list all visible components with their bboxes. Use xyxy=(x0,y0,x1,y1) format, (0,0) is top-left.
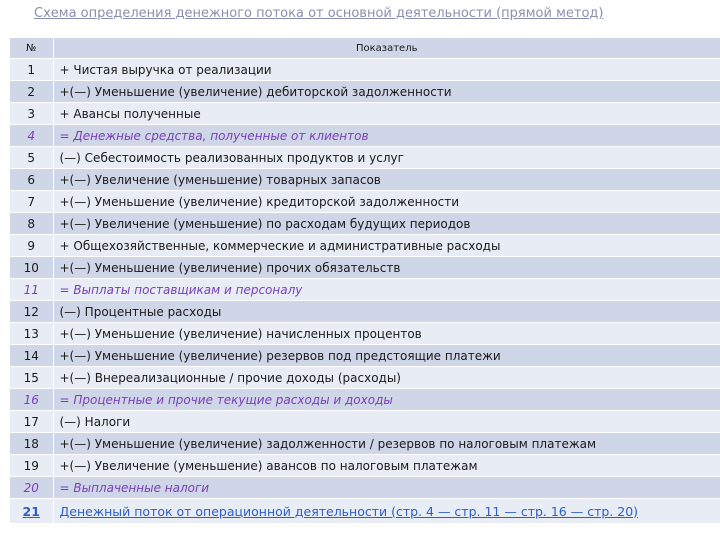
row-number: 19 xyxy=(10,455,53,477)
row-indicator: + Авансы полученные xyxy=(53,103,720,125)
row-number: 15 xyxy=(10,367,53,389)
header-indicator: Показатель xyxy=(53,38,720,59)
total-row xyxy=(10,499,720,524)
row-number: 7 xyxy=(10,191,53,213)
row-indicator: +(—) Уменьшение (увеличение) резервов под предстоящие платежи xyxy=(53,345,720,367)
header-number: № xyxy=(10,38,53,59)
table-row xyxy=(10,455,720,477)
row-indicator: +(—) Уменьшение (увеличение) прочих обязательств xyxy=(53,257,720,279)
row-number: 14 xyxy=(10,345,53,367)
table-row xyxy=(10,169,720,191)
row-indicator: = Выплаченные налоги xyxy=(53,477,720,499)
row-number: 5 xyxy=(10,147,53,169)
table-header-row xyxy=(10,38,720,59)
row-number: 6 xyxy=(10,169,53,191)
row-number: 11 xyxy=(10,279,53,301)
row-number: 4 xyxy=(10,125,53,147)
table-row xyxy=(10,81,720,103)
table-row xyxy=(10,411,720,433)
subtotal-row xyxy=(10,279,720,301)
row-number: 17 xyxy=(10,411,53,433)
row-indicator: +(—) Внереализационные / прочие доходы (расходы) xyxy=(53,367,720,389)
row-number: 13 xyxy=(10,323,53,345)
row-indicator: +(—) Уменьшение (увеличение) задолженности / резервов по налоговым платежам xyxy=(53,433,720,455)
row-indicator: +(—) Уменьшение (увеличение) дебиторской задолженности xyxy=(53,81,720,103)
page-title: Схема определения денежного потока от основной деятельности (прямой метод) xyxy=(34,6,604,21)
row-number: 2 xyxy=(10,81,53,103)
row-number: 16 xyxy=(10,389,53,411)
row-indicator: +(—) Уменьшение (увеличение) кредиторской задолженности xyxy=(53,191,720,213)
row-indicator: +(—) Уменьшение (увеличение) начисленных процентов xyxy=(53,323,720,345)
table-row xyxy=(10,345,720,367)
table-row xyxy=(10,301,720,323)
row-number: 18 xyxy=(10,433,53,455)
row-number: 21 xyxy=(10,499,53,524)
row-number: 12 xyxy=(10,301,53,323)
row-number: 1 xyxy=(10,59,53,81)
row-number: 3 xyxy=(10,103,53,125)
table-row xyxy=(10,147,720,169)
subtotal-row xyxy=(10,125,720,147)
row-indicator: = Выплаты поставщикам и персоналу xyxy=(53,279,720,301)
subtotal-row xyxy=(10,477,720,499)
row-number: 20 xyxy=(10,477,53,499)
row-indicator: +(—) Увеличение (уменьшение) по расходам будущих периодов xyxy=(53,213,720,235)
row-indicator: +(—) Увеличение (уменьшение) авансов по налоговым платежам xyxy=(53,455,720,477)
row-indicator: +(—) Увеличение (уменьшение) товарных запасов xyxy=(53,169,720,191)
row-indicator: (—) Процентные расходы xyxy=(53,301,720,323)
table-row xyxy=(10,257,720,279)
table-row xyxy=(10,367,720,389)
table-row xyxy=(10,59,720,81)
row-indicator: (—) Себестоимость реализованных продуктов и услуг xyxy=(53,147,720,169)
row-number: 10 xyxy=(10,257,53,279)
row-indicator: Денежный поток от операционной деятельности (стр. 4 — стр. 11 — стр. 16 — стр. 20) xyxy=(53,499,720,524)
table-row xyxy=(10,103,720,125)
table-row xyxy=(10,191,720,213)
row-number: 9 xyxy=(10,235,53,257)
row-indicator: = Денежные средства, полученные от клиентов xyxy=(53,125,720,147)
row-indicator: (—) Налоги xyxy=(53,411,720,433)
row-indicator: = Процентные и прочие текущие расходы и доходы xyxy=(53,389,720,411)
row-number: 8 xyxy=(10,213,53,235)
table-row xyxy=(10,235,720,257)
table-row xyxy=(10,433,720,455)
subtotal-row xyxy=(10,389,720,411)
row-indicator: + Общехозяйственные, коммерческие и административные расходы xyxy=(53,235,720,257)
cash-flow-table xyxy=(10,38,720,524)
row-indicator: + Чистая выручка от реализации xyxy=(53,59,720,81)
table-row xyxy=(10,213,720,235)
table-row xyxy=(10,323,720,345)
